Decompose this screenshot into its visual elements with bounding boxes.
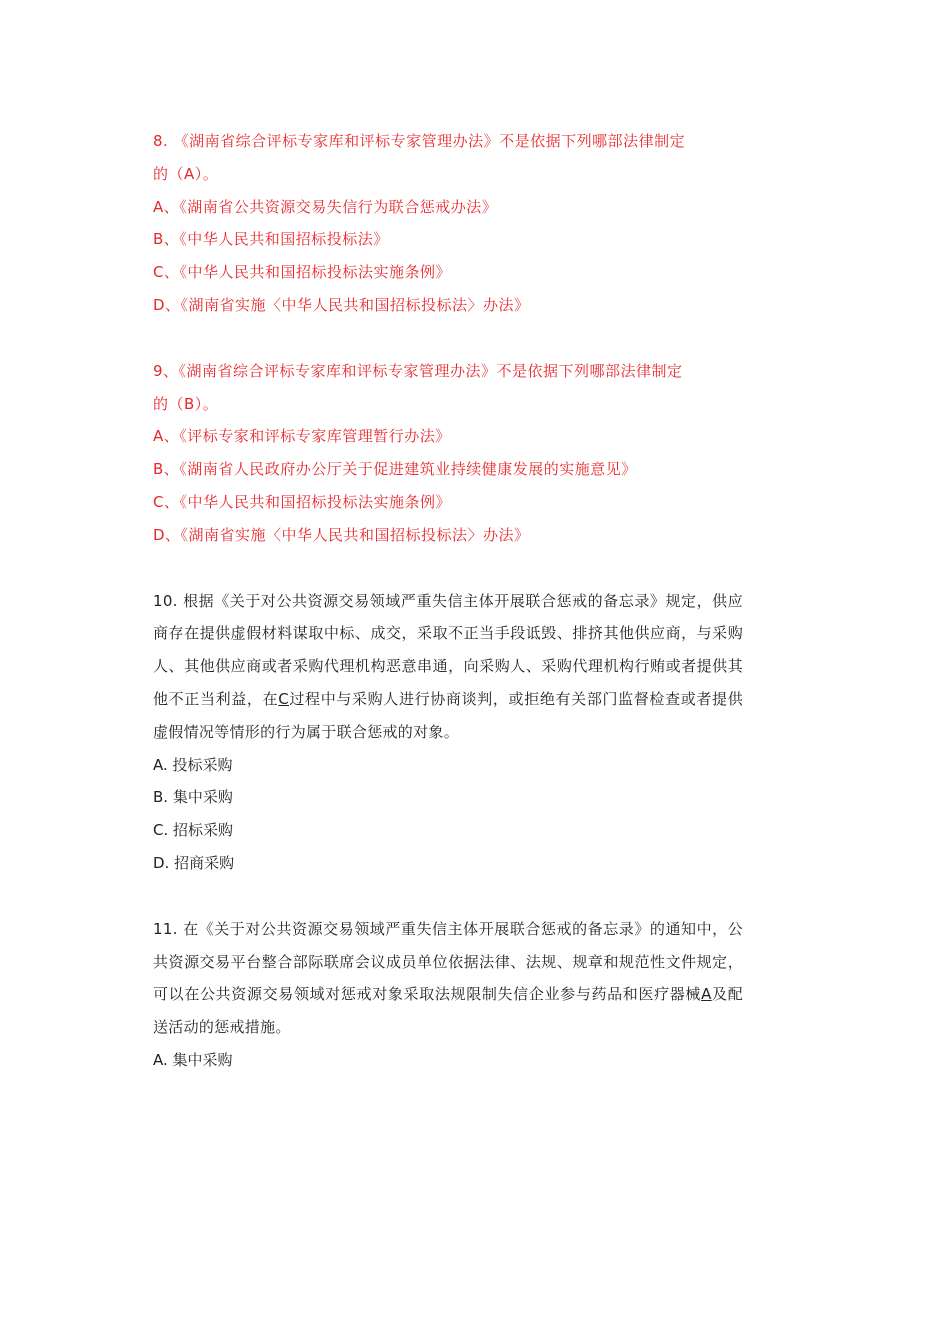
question-11-option-a: A. 集中采购 <box>153 1050 233 1069</box>
question-10-option-a: A. 投标采购 <box>153 755 233 774</box>
question-9-stem-line-2: 的（B）。 <box>153 394 219 413</box>
question-10-option-c: C. 招标采购 <box>153 821 234 840</box>
question-9-option-b: B、《湖南省人民政府办公厅关于促进建筑业持续健康发展的实施意见》 <box>153 460 637 479</box>
question-11-answer: A <box>701 985 712 1004</box>
question-10-answer: C <box>278 689 290 708</box>
question-10-stem-after: 过程中与采购人进行协商谈判，或拒绝有关部门监督检查或者提供虚假情况等情形的行为属于联合惩戒的对象。 <box>153 689 744 741</box>
question-10-stem <box>153 585 743 749</box>
question-8-stem-line-1: 8. 《湖南省综合评标专家库和评标专家管理办法》不是依据下列哪部法律制定 <box>153 132 686 150</box>
question-9-option-d: D、《湖南省实施〈中华人民共和国招标投标法〉办法》 <box>153 525 530 544</box>
question-10-option-b: B. 集中采购 <box>153 788 233 807</box>
question-8-option-a: A、《湖南省公共资源交易失信行为联合惩戒办法》 <box>153 197 498 216</box>
question-11-stem <box>153 913 743 1044</box>
spacer <box>153 322 743 355</box>
spacer <box>153 880 743 913</box>
document-page <box>153 125 743 1077</box>
question-8-option-c: C、《中华人民共和国招标投标法实施条例》 <box>153 263 451 282</box>
question-9-stem-line-1: 9、《湖南省综合评标专家库和评标专家管理办法》不是依据下列哪部法律制定 <box>153 361 683 380</box>
question-10-stem-before: 10. 根据《关于对公共资源交易领域严重失信主体开展联合惩戒的备忘录》规定，供应商存在提供虚假材料谋取中标、成交，采取不正当手段诋毁、排挤其他供应商，与采购人、其他供应商或者采购代理机构恶意串通，向采购人、采购代理机构行贿或者提供其他不正当利益，在 <box>153 591 743 708</box>
question-8-option-b: B、《中华人民共和国招标投标法》 <box>153 230 389 249</box>
question-8-option-d: D、《湖南省实施〈中华人民共和国招标投标法〉办法》 <box>153 295 530 314</box>
question-11-stem-before: 11. 在《关于对公共资源交易领域严重失信主体开展联合惩戒的备忘录》的通知中，公共资源交易平台整合部际联席会议成员单位依据法律、法规、规章和规范性文件规定，可以在公共资源交易领域对惩戒对象采取法规限制失信企业参与药品和医疗器械 <box>153 919 743 1004</box>
question-10 <box>153 585 743 880</box>
question-11 <box>153 913 743 1077</box>
question-9-option-a: A、《评标专家和评标专家库管理暂行办法》 <box>153 427 451 446</box>
question-9 <box>153 355 743 552</box>
question-10-option-d: D. 招商采购 <box>153 853 235 872</box>
question-9-option-c: C、《中华人民共和国招标投标法实施条例》 <box>153 492 451 511</box>
question-8 <box>153 125 743 322</box>
spacer <box>153 552 743 585</box>
question-8-stem-line-2: 的（A）。 <box>153 164 219 183</box>
question-11-stem-after: 及配送活动的惩戒措施。 <box>153 985 743 1037</box>
